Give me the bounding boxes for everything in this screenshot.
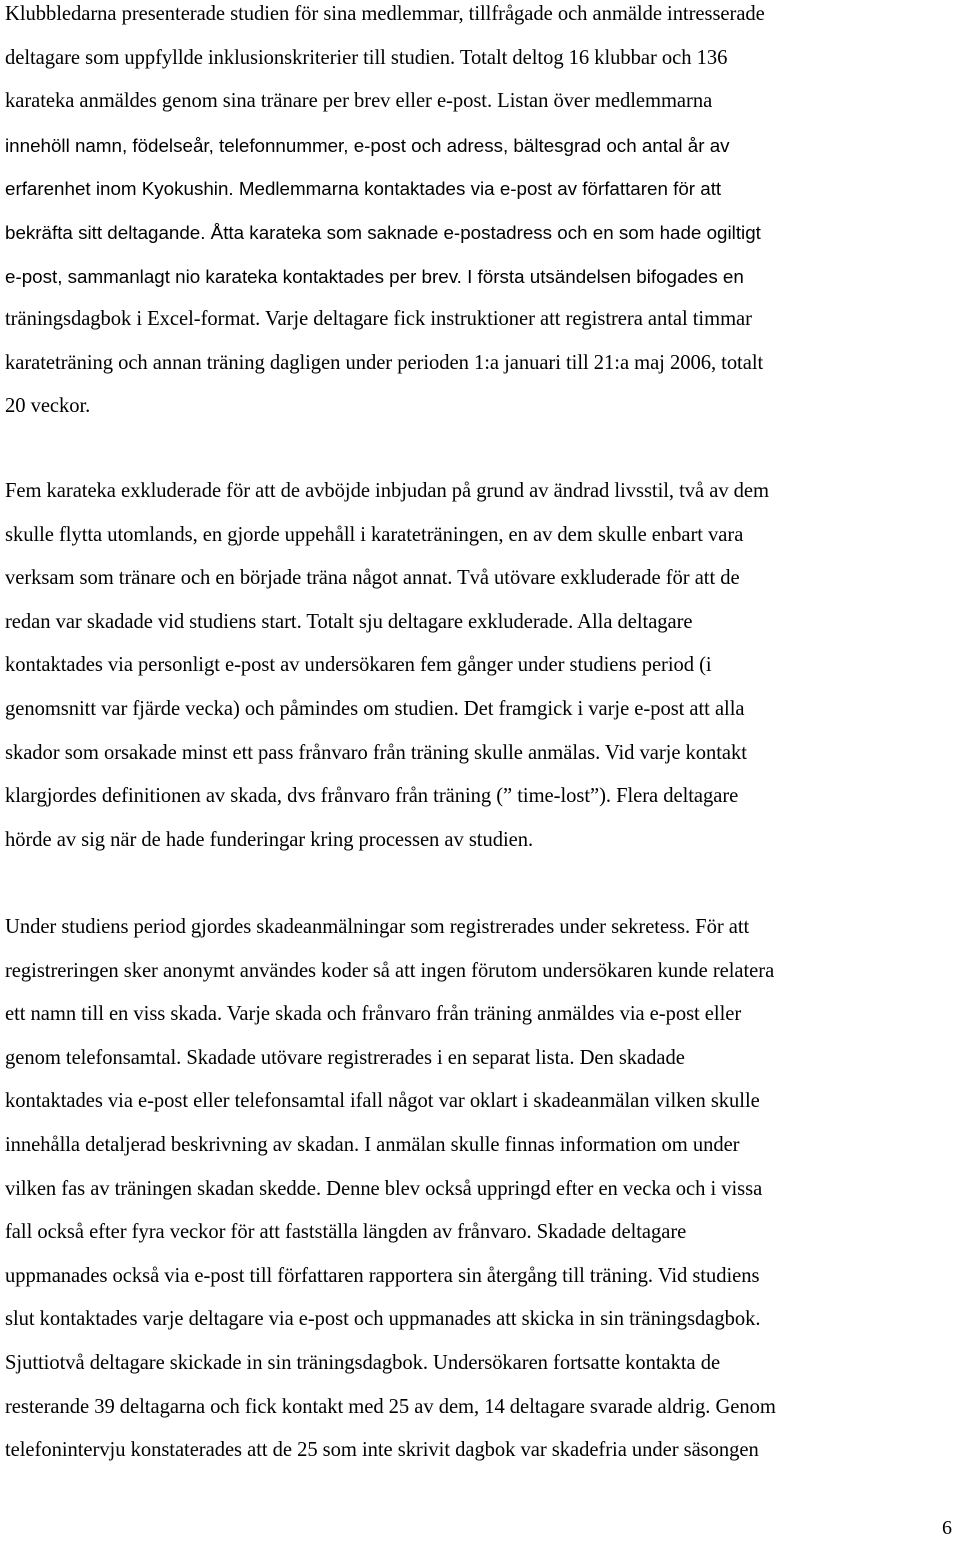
text-line: skador som orsakade minst ett pass frånvaro från träning skulle anmälas. Vid varje kontakt bbox=[5, 741, 747, 764]
text-line: e-post, sammanlagt nio karateka kontaktades per brev. I första utsändelsen bifogades en bbox=[5, 265, 744, 287]
text-line: skulle flytta utomlands, en gjorde uppehåll i karateträningen, en av dem skulle enbart vara bbox=[5, 523, 744, 546]
text-line: karateträning och annan träning dagligen under perioden 1:a januari till 21:a maj 2006, totalt bbox=[5, 351, 764, 374]
text-line: 20 veckor. bbox=[5, 395, 91, 418]
text-line: registreringen sker anonymt användes koder så att ingen förutom undersökaren kunde relatera bbox=[5, 959, 775, 982]
text-line: telefonintervju konstaterades att de 25 som inte skrivit dagbok var skadefria under säsongen bbox=[5, 1439, 759, 1462]
text-line: bekräfta sitt deltagande. Åtta karateka som saknade e-postadress och en som hade ogiltigt bbox=[5, 221, 761, 243]
text-line: Sjuttiotvå deltagare skickade in sin träningsdagbok. Undersökaren fortsatte kontakta de bbox=[5, 1351, 721, 1374]
text-line: fall också efter fyra veckor för att fastställa längden av frånvaro. Skadade deltagare bbox=[5, 1221, 687, 1244]
text-line: vilken fas av träningen skadan skedde. Denne blev också uppringd efter en vecka och i vissa bbox=[5, 1177, 763, 1200]
text-line: redan var skadade vid studiens start. Totalt sju deltagare exkluderade. Alla deltagare bbox=[5, 610, 693, 633]
text-line: erfarenhet inom Kyokushin. Medlemmarna kontaktades via e-post av författaren för att bbox=[5, 178, 722, 200]
text-line: träningsdagbok i Excel-format. Varje deltagare fick instruktioner att registrera antal timmar bbox=[5, 308, 752, 331]
page-number: 6 bbox=[942, 1517, 952, 1539]
text-line: Under studiens period gjordes skadeanmälningar som registrerades under sekretess. För att bbox=[5, 916, 750, 938]
text-line: innehöll namn, födelseår, telefonnummer, e-post och adress, bältesgrad och antal år av bbox=[5, 134, 730, 156]
text-line: kontaktades via personligt e-post av undersökaren fem gånger under studiens period (i bbox=[5, 654, 712, 677]
text-line: verksam som tränare och en började träna något annat. Två utövare exkluderade för att de bbox=[5, 567, 740, 590]
text-line: uppmanades också via e-post till författaren rapportera sin återgång till träning. Vid studiens bbox=[5, 1264, 760, 1287]
paragraph-3 bbox=[5, 906, 957, 1473]
paragraph-2 bbox=[5, 470, 957, 862]
text-line: ett namn till en viss skada. Varje skada och frånvaro från träning anmäldes via e-post eller bbox=[5, 1003, 742, 1026]
text-line: slut kontaktades varje deltagare via e-post och uppmanades att skicka in sin träningsdagbok. bbox=[5, 1308, 761, 1331]
text-line: innehålla detaljerad beskrivning av skadan. I anmälan skulle finnas information om under bbox=[5, 1133, 740, 1156]
paragraph-1 bbox=[5, 0, 957, 429]
text-line: deltagare som uppfyllde inklusionskriterier till studien. Totalt deltog 16 klubbar och 136 bbox=[5, 46, 728, 69]
text-line: genomsnitt var fjärde vecka) och påmindes om studien. Det framgick i varje e-post att alla bbox=[5, 697, 745, 720]
text-line: kontaktades via e-post eller telefonsamtal ifall något var oklart i skadeanmälan vilken skulle bbox=[5, 1090, 760, 1113]
text-line: karateka anmäldes genom sina tränare per brev eller e-post. Listan över medlemmarna bbox=[5, 90, 713, 113]
text-line: hörde av sig när de hade funderingar kring processen av studien. bbox=[5, 828, 534, 851]
text-line: Fem karateka exkluderade för att de avböjde inbjudan på grund av ändrad livsstil, två av dem bbox=[5, 480, 769, 502]
text-line: resterande 39 deltagarna och fick kontakt med 25 av dem, 14 deltagare svarade aldrig. Genom bbox=[5, 1395, 776, 1418]
text-line: Klubbledarna presenterade studien för sina medlemmar, tillfrågade och anmälde intresserade bbox=[5, 3, 765, 25]
text-line: genom telefonsamtal. Skadade utövare registrerades i en separat lista. Den skadade bbox=[5, 1046, 685, 1069]
text-line: klargjordes definitionen av skada, dvs frånvaro från träning (” time-lost”). Flera deltagare bbox=[5, 785, 739, 808]
